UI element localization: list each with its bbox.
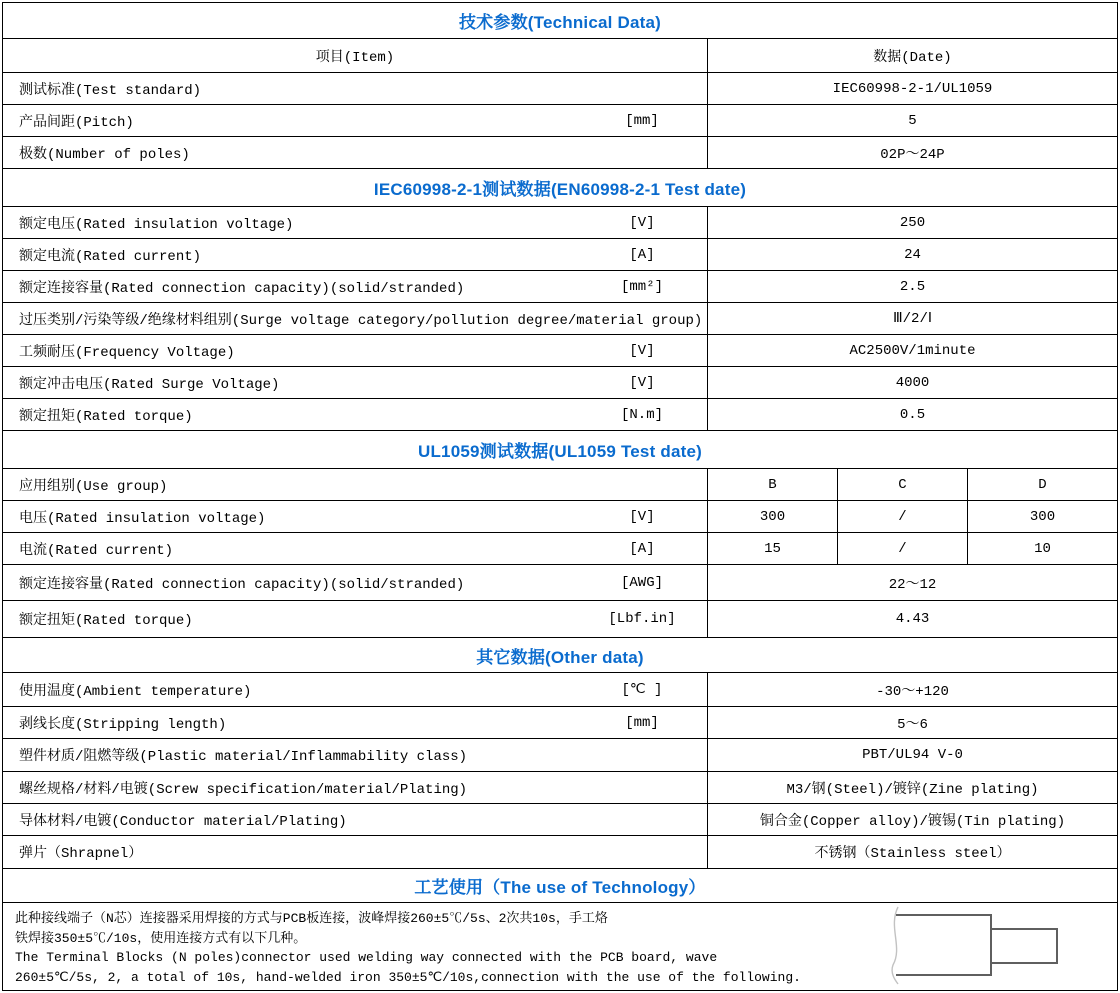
item-unit: [V] [629, 374, 655, 391]
item-cell [3, 469, 708, 500]
data-value-cell: 15 [708, 533, 838, 564]
item-label: 螺丝规格/材料/电镀(Screw specification/material/Plating) [19, 781, 468, 798]
item-cell [3, 399, 708, 430]
item-label: 额定连接容量(Rated connection capacity)(solid/stranded) [19, 280, 465, 297]
table-row [3, 207, 1117, 239]
item-unit: [A] [629, 540, 655, 557]
item-column-header: 项目(Item) [3, 39, 708, 72]
item-label: 导体材料/电镀(Conductor material/Plating) [19, 813, 347, 830]
table-row [3, 239, 1117, 271]
item-label: 过压类别/污染等级/绝缘材料组别(Surge voltage category/pollution degree/material group) [19, 312, 703, 329]
stripped-wire-connector-diagram [881, 903, 1063, 989]
item-label: 额定电压(Rated insulation voltage) [19, 216, 294, 233]
data-value-cell: 5 [908, 112, 917, 129]
data-value-cell: 300 [1029, 508, 1056, 525]
item-cell [3, 105, 708, 136]
table-row [3, 469, 1117, 501]
item-label: 电压(Rated insulation voltage) [19, 510, 266, 527]
data-value-cell: / [838, 533, 968, 564]
item-unit: [mm] [625, 112, 659, 129]
data-value-cell: Ⅲ/2/Ⅰ [893, 311, 932, 327]
table-row [3, 105, 1117, 137]
technical-data-table [2, 2, 1118, 991]
item-cell [3, 239, 708, 270]
data-value-cell: 10 [1034, 540, 1051, 557]
item-label: 剥线长度(Stripping length) [19, 716, 227, 733]
table-row [3, 335, 1117, 367]
data-value-cell: -30～+120 [876, 683, 949, 700]
item-label: 使用温度(Ambient temperature) [19, 683, 252, 700]
notes-text [3, 903, 801, 990]
item-unit: [mm] [625, 714, 659, 731]
item-cell [3, 673, 708, 706]
notes-line: The Terminal Blocks (N poles)connector used welding way connected with the PCB board, wave [15, 950, 718, 965]
item-cell [3, 207, 708, 238]
data-value-cell: 24 [904, 246, 921, 263]
item-unit: [V] [629, 214, 655, 231]
data-value-cell: IEC60998-2-1/UL1059 [832, 80, 993, 97]
item-unit: [V] [629, 342, 655, 359]
item-cell [3, 367, 708, 398]
data-value-cell: 4.43 [895, 611, 930, 627]
item-label: 测试标准(Test standard) [19, 82, 202, 99]
section-header: 工艺使用（The use of Technology） [3, 869, 1117, 903]
table-row [3, 565, 1117, 601]
item-cell [3, 137, 708, 168]
item-unit: [Lbf.in] [608, 611, 676, 627]
item-unit: [℃ ] [621, 682, 663, 698]
section-header: IEC60998-2-1测试数据(EN60998-2-1 Test date) [3, 169, 1117, 207]
data-value-cell: 不锈钢（Stainless steel） [814, 846, 1011, 862]
data-value-cell: / [838, 501, 968, 532]
item-cell [3, 335, 708, 366]
item-cell [3, 739, 708, 771]
data-value-cell: 22～12 [888, 576, 937, 593]
item-cell [3, 501, 708, 532]
item-unit: [N.m] [620, 406, 663, 423]
item-cell [3, 565, 708, 600]
item-unit: [mm²] [620, 278, 663, 295]
notes-line: 260±5℃/5s, 2, a total of 10s, hand-welded iron 350±5℃/10s,connection with the use of the following. [15, 969, 801, 985]
item-cell [3, 271, 708, 302]
item-cell [3, 533, 708, 564]
item-cell [3, 772, 708, 803]
item-label: 额定扭矩(Rated torque) [19, 613, 193, 629]
data-value-cell: 300 [708, 501, 838, 532]
data-value-cell: 5～6 [897, 716, 928, 733]
item-label: 电流(Rated current) [19, 542, 174, 559]
item-label: 塑件材质/阻燃等级(Plastic material/Inflammability class) [19, 749, 468, 765]
notes-block [3, 903, 1117, 990]
item-cell [3, 804, 708, 835]
table-row [3, 303, 1117, 335]
data-value-cell: AC2500V/1minute [849, 342, 976, 359]
item-label: 弹片（Shrapnel） [19, 846, 143, 862]
table-row [3, 673, 1117, 707]
table-row [3, 804, 1117, 836]
table-row [3, 399, 1117, 431]
section-header: UL1059测试数据(UL1059 Test date) [3, 431, 1117, 469]
item-unit: [AWG] [620, 574, 663, 591]
table-row [3, 271, 1117, 303]
item-cell [3, 836, 708, 868]
table-row [3, 501, 1117, 533]
table-row [3, 739, 1117, 772]
data-value-cell: 铜合金(Copper alloy)/镀锡(Tin plating) [759, 813, 1066, 830]
data-value-cell: M3/钢(Steel)/镀锌(Zine plating) [786, 781, 1039, 798]
item-cell [3, 601, 708, 637]
table-row [3, 601, 1117, 638]
item-label: 工频耐压(Frequency Voltage) [19, 344, 235, 361]
data-value-cell: B [708, 469, 838, 500]
notes-line: 铁焊接350±5℃/10s，使用连接方式有以下几种。 [15, 930, 307, 946]
section-header: 其它数据(Other data) [3, 638, 1117, 673]
data-value-cell: 2.5 [899, 278, 926, 295]
data-value-cell: PBT/UL94 V-0 [862, 747, 963, 763]
item-label: 额定冲击电压(Rated Surge Voltage) [19, 376, 280, 393]
table-row [3, 836, 1117, 869]
item-unit: [V] [629, 508, 655, 525]
item-label: 额定电流(Rated current) [19, 248, 202, 265]
data-value-cell: 02P～24P [880, 146, 945, 163]
table-row [3, 367, 1117, 399]
notes-line: 此种接线端子（N芯）连接器采用焊接的方式与PCB板连接，波峰焊接260±5℃/5s、2次共10s，手工烙 [15, 911, 608, 926]
data-column-header: 数据(Date) [873, 49, 952, 66]
table-title: 技术参数(Technical Data) [3, 3, 1117, 39]
item-label: 产品间距(Pitch) [19, 114, 134, 131]
item-unit: [A] [629, 246, 655, 263]
data-value-cell: 4000 [895, 374, 930, 391]
data-value-cell: 0.5 [899, 406, 926, 423]
item-label: 额定扭矩(Rated torque) [19, 408, 193, 425]
table-row [3, 137, 1117, 169]
table-row [3, 39, 1117, 73]
data-value-cell: C [838, 469, 968, 500]
item-label: 应用组别(Use group) [19, 478, 168, 495]
data-value-cell: D [1038, 476, 1047, 493]
item-cell [3, 73, 708, 104]
table-row [3, 73, 1117, 105]
item-label: 额定连接容量(Rated connection capacity)(solid/stranded) [19, 576, 465, 593]
item-cell [3, 707, 708, 738]
item-cell [3, 303, 708, 334]
table-row [3, 533, 1117, 565]
table-row [3, 772, 1117, 804]
data-value-cell: 250 [899, 214, 926, 231]
table-row [3, 707, 1117, 739]
item-label: 极数(Number of poles) [19, 146, 190, 163]
